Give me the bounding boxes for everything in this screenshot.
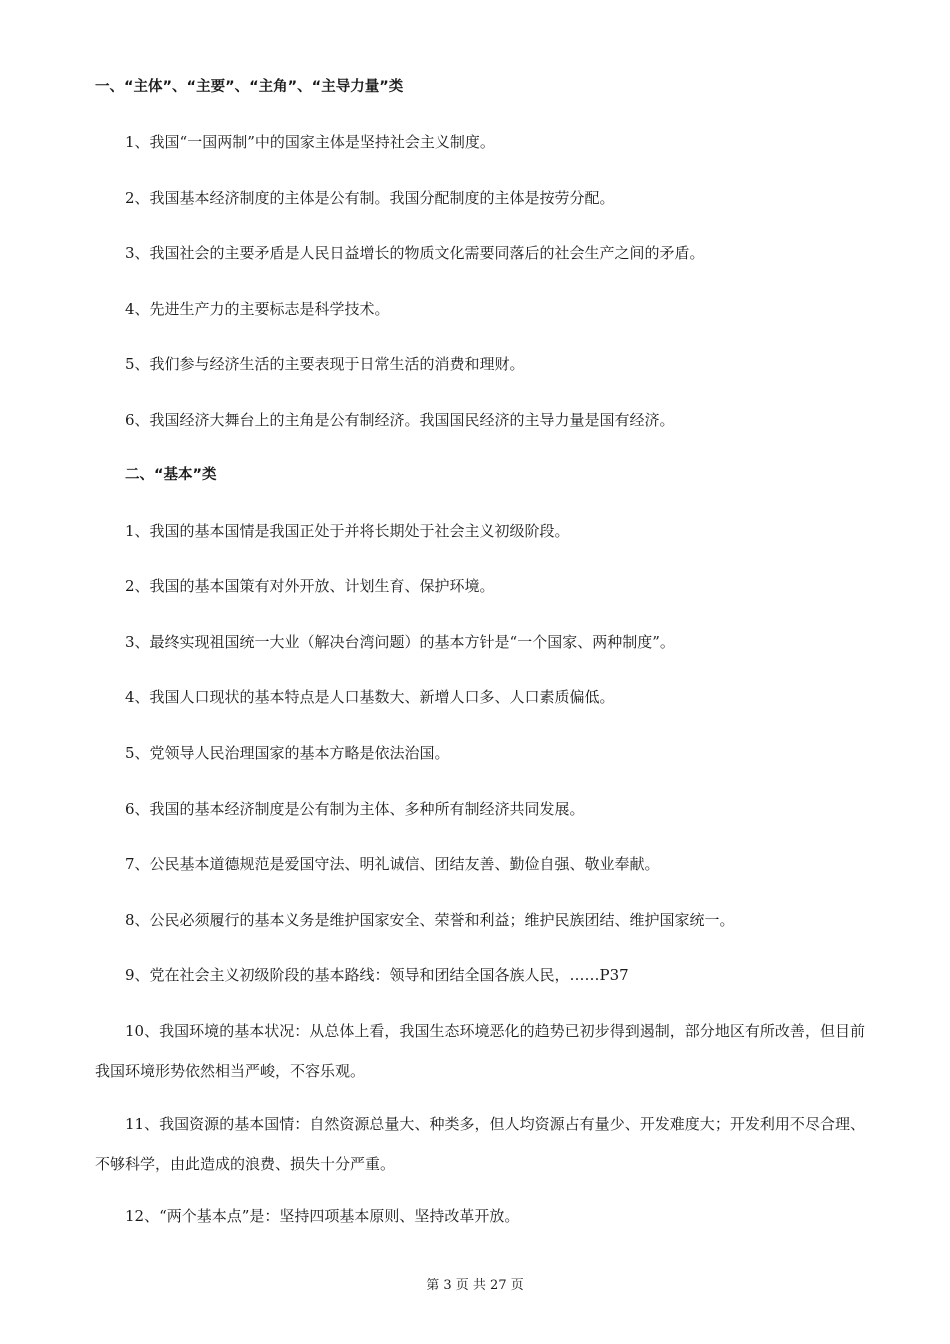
page-number-footer: 第 3 页 共 27 页: [426, 1278, 524, 1293]
list-item: 2、我国基本经济制度的主体是公有制。我国分配制度的主体是按劳分配。: [125, 189, 615, 207]
list-item: 10、我国环境的基本状况：从总体上看，我国生态环境恶化的趋势已初步得到遏制，部分地区有所改善，但目前我国环境形势依然相当严峻，不容乐观。: [95, 1022, 865, 1080]
list-item: 5、党领导人民治理国家的基本方略是依法治国。: [125, 744, 450, 762]
list-item: 9、党在社会主义初级阶段的基本路线：领导和团结全国各族人民，……P37: [125, 966, 629, 984]
list-item: 2、我国的基本国策有对外开放、计划生育、保护环境。: [125, 577, 495, 595]
list-item: 7、公民基本道德规范是爱国守法、明礼诚信、团结友善、勤俭自强、敬业奉献。: [125, 855, 660, 873]
list-item: 6、我国的基本经济制度是公有制为主体、多种所有制经济共同发展。: [125, 800, 585, 818]
list-item: 3、最终实现祖国统一大业（解决台湾问题）的基本方针是“一个国家、两种制度”。: [125, 633, 675, 651]
list-item: 11、我国资源的基本国情：自然资源总量大、种类多，但人均资源占有量少、开发难度大；开发利用不尽合理、不够科学，由此造成的浪费、损失十分严重。: [95, 1115, 865, 1173]
list-item: 1、我国“一国两制”中的国家主体是坚持社会主义制度。: [125, 133, 495, 151]
list-item: 1、我国的基本国情是我国正处于并将长期处于社会主义初级阶段。: [125, 522, 570, 540]
list-item: 4、我国人口现状的基本特点是人口基数大、新增人口多、人口素质偏低。: [125, 688, 615, 706]
list-item: 3、我国社会的主要矛盾是人民日益增长的物质文化需要同落后的社会生产之间的矛盾。: [125, 244, 705, 262]
list-item: 4、先进生产力的主要标志是科学技术。: [125, 300, 390, 318]
list-item: 8、公民必须履行的基本义务是维护国家安全、荣誉和利益；维护民族团结、维护国家统一。: [125, 911, 735, 929]
section-heading-1: 一、“主体”、“主要”、“主角”、“主导力量”类: [95, 79, 404, 95]
list-item: 12、“两个基本点”是：坚持四项基本原则、坚持改革开放。: [125, 1207, 520, 1225]
list-item: 5、我们参与经济生活的主要表现于日常生活的消费和理财。: [125, 355, 525, 373]
section-heading-2: 二、“基本”类: [125, 467, 217, 483]
list-item: 6、我国经济大舞台上的主角是公有制经济。我国国民经济的主导力量是国有经济。: [125, 411, 675, 429]
